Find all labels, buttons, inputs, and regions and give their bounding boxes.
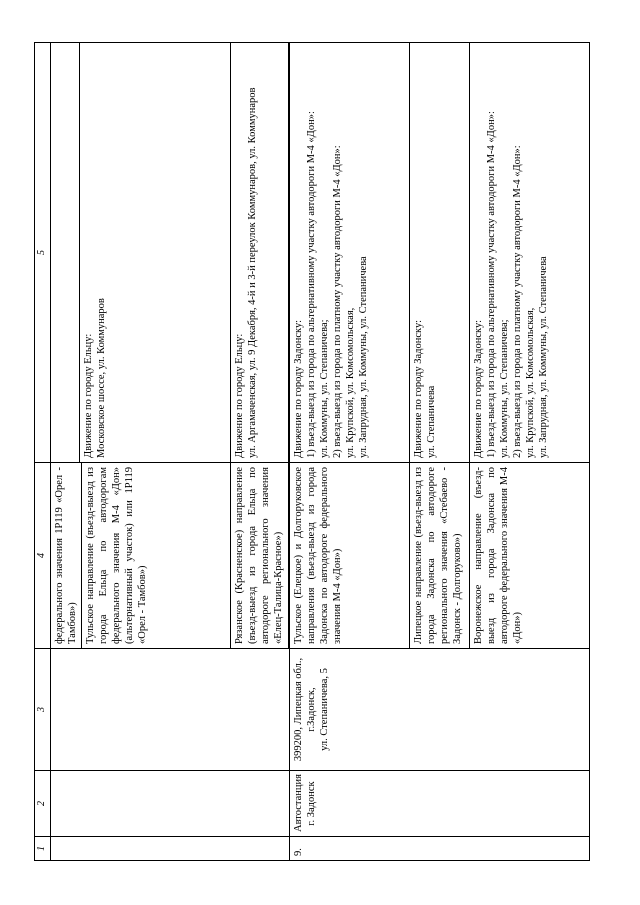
header-row bbox=[35, 43, 51, 861]
route-line: 1) въезд-выезд из города по альтернативному участку автодороги М-4 «Дон»: bbox=[305, 111, 317, 458]
header-col-5: 5 bbox=[35, 43, 51, 463]
prev-number-cell bbox=[50, 837, 289, 861]
prev-address-cell bbox=[50, 649, 289, 771]
ryazan-direction: Рязанское (Красненское) направление (въезд-выезд из города Ельца по автодороге регионального значения «Елец-Талица-Красное») bbox=[230, 463, 288, 649]
route-title: Движение по городу Ельцу: bbox=[82, 333, 94, 458]
row-number: 9. bbox=[289, 837, 589, 861]
lipetsk-direction: Липецкое направление (въезд-выезд из города Задонска по автодороге регионального значения «Стебаево - Задонск - Долгоруково») bbox=[409, 463, 469, 649]
routes-table bbox=[34, 42, 590, 861]
route-streets: ул. Аргамаченская, ул. 9 Декабря, 4-й и 3-й переулок Коммунаров, ул. Коммунаров bbox=[246, 87, 258, 458]
voronezh-route bbox=[469, 43, 589, 463]
route-line: ул. Крупской, ул. Комсомольская, bbox=[345, 307, 356, 458]
direction-tail: федерального значения 1Р119 «Орел - Тамбов») bbox=[51, 463, 82, 648]
tula-direction: Тульское направление (въезд-выезд из города Ельца по автодорогам федерального значения М-4 «Дон» (альтернативный участок) или 1Р119 «Орел - Тамбов») bbox=[84, 467, 149, 644]
ryazan-route-cell bbox=[230, 43, 288, 463]
route-line: Движение по городу Задонску: bbox=[292, 319, 304, 458]
station-address bbox=[289, 649, 589, 771]
route-line: ул. Крупской, ул. Комсомольская, bbox=[525, 307, 536, 458]
direction-cell bbox=[50, 463, 230, 649]
route-line: ул. Коммуны, ул. Степаничева; bbox=[318, 319, 330, 458]
table-row-prev bbox=[50, 43, 230, 861]
header-col-3: 3 bbox=[35, 649, 51, 771]
header-col-4: 4 bbox=[35, 463, 51, 649]
station-name: Автостанция г. Задонск bbox=[289, 771, 589, 837]
address-line: 399200, Липецкая обл., bbox=[292, 657, 304, 762]
voronezh-direction: Воронежское направление (въезд-выезд из города Задонска по автодороге федерального значения М-4 «Дон») bbox=[469, 463, 589, 649]
header-col-2: 2 bbox=[35, 771, 51, 837]
route-streets: Московское шоссе, ул. Коммунаров bbox=[95, 298, 107, 458]
route-line: ул. Коммуны, ул. Степаничева; bbox=[498, 319, 510, 458]
route-title: Движение по городу Ельцу: bbox=[233, 333, 245, 458]
lipetsk-route bbox=[409, 43, 469, 463]
route-line: 2) въезд-выезд из города по платному участку автодороги М-4 «Дон»: bbox=[331, 145, 343, 458]
route-line: Движение по городу Задонску: bbox=[412, 319, 424, 458]
route-line: ул. Запрудная, ул. Коммуны, ул. Степаничева bbox=[538, 256, 550, 458]
route-cell bbox=[50, 43, 230, 463]
route-line: Движение по городу Задонску: bbox=[472, 319, 484, 458]
address-line: ул. Степаничева, 5 bbox=[318, 668, 330, 751]
route-line: ул. Запрудная, ул. Коммуны, ул. Степаничева bbox=[358, 256, 370, 458]
address-line: г.Задонск, bbox=[305, 687, 317, 732]
header-col-1: 1 bbox=[35, 837, 51, 861]
tula-yelets-direction: Тульское (Елецкое) и Долгоруковское направления (въезд-выезд из города Задонска по автодороге федерального значения М-4 «Дон») bbox=[289, 463, 409, 649]
route-line: ул. Степаничева bbox=[425, 385, 437, 458]
prev-name-cell bbox=[50, 771, 289, 837]
tula-yelets-route bbox=[289, 43, 409, 463]
route-line: 1) въезд-выезд из города по альтернативному участку автодороги М-4 «Дон»: bbox=[485, 111, 497, 458]
route-empty bbox=[51, 43, 80, 462]
route-line: 2) въезд-выезд из города по платному участку автодороги М-4 «Дон»: bbox=[511, 145, 523, 458]
table-row-9 bbox=[289, 43, 409, 861]
